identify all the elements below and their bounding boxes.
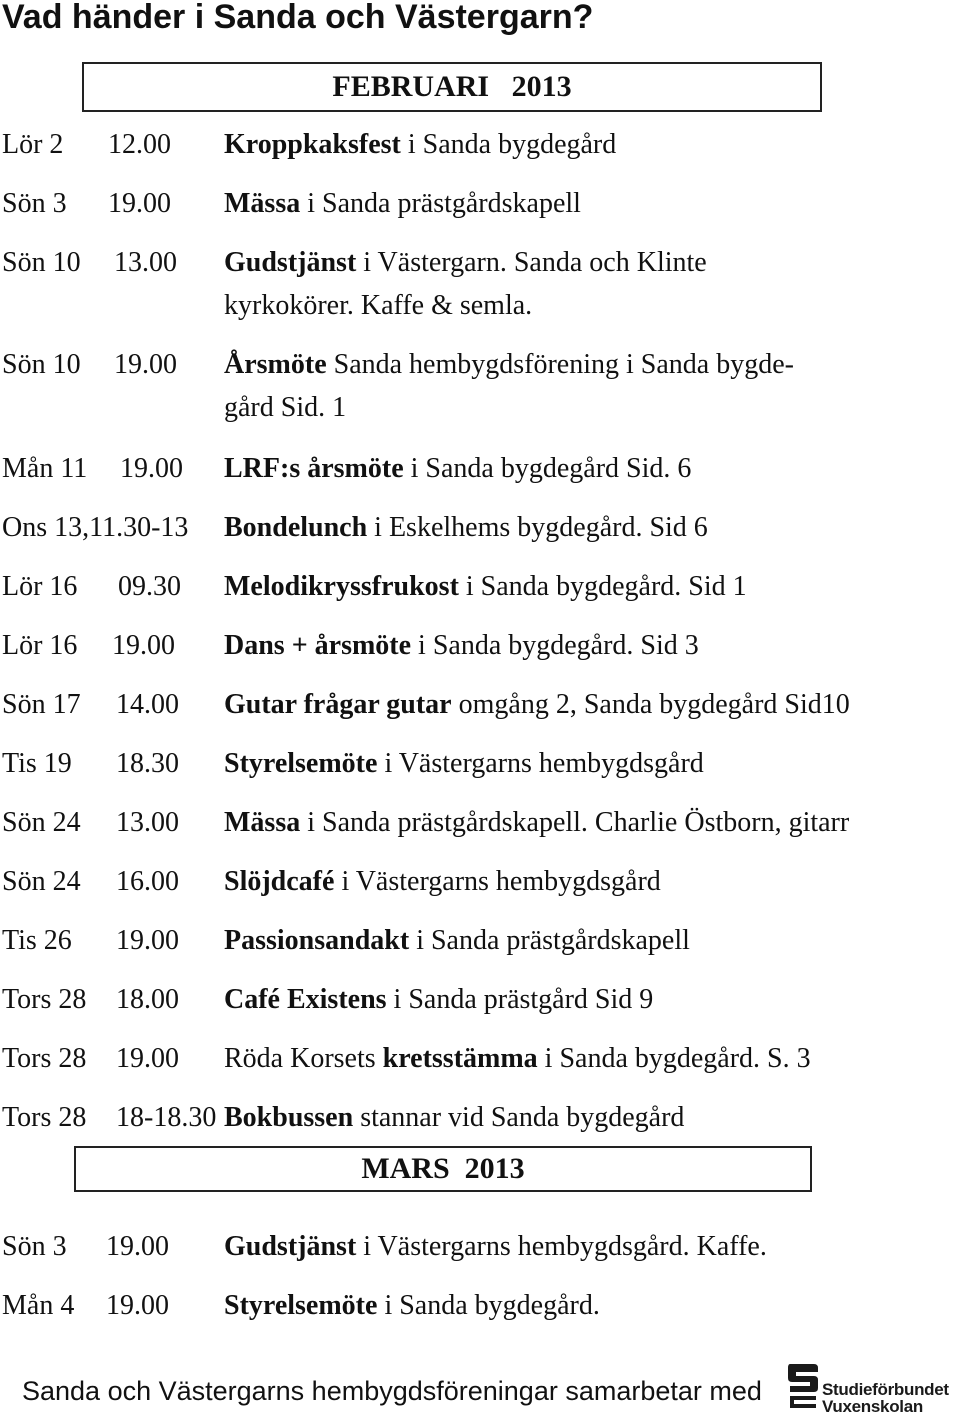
event-day: Lör 16 xyxy=(2,571,78,602)
event-details: stannar vid Sanda bygdegård xyxy=(353,1102,685,1133)
event-name: Gutar frågar gutar xyxy=(224,689,452,720)
event-details-continued: gård Sid. 1 xyxy=(224,392,347,423)
event-row xyxy=(0,348,960,382)
event-time: 19.00 xyxy=(116,925,179,956)
event-description xyxy=(224,1289,600,1323)
event-day: Tis 26 xyxy=(2,925,72,956)
event-name: Gudstjänst xyxy=(224,247,357,278)
event-day: Mån 4 xyxy=(2,1290,75,1321)
event-time: 19.00 xyxy=(116,1043,179,1074)
event-name: Kroppkaksfest xyxy=(224,129,401,160)
event-description xyxy=(224,747,704,781)
event-name: Styrelsemöte xyxy=(224,748,378,779)
event-details: omgång 2, Sanda bygdegård Sid10 xyxy=(451,689,850,720)
event-day: Tis 19 xyxy=(2,748,72,779)
event-day: Sön 24 xyxy=(2,866,81,897)
event-name: Café Existens xyxy=(224,984,387,1015)
event-description xyxy=(224,187,581,221)
studieforbundet-logo xyxy=(786,1358,960,1414)
event-day: Sön 10 xyxy=(2,349,81,380)
event-description xyxy=(224,629,699,663)
event-time: 18.00 xyxy=(116,984,179,1015)
event-row xyxy=(0,1042,960,1076)
event-row xyxy=(0,924,960,958)
event-name: Bondelunch xyxy=(224,512,368,543)
event-details-continued: kyrkokörer. Kaffe & semla. xyxy=(224,290,533,321)
event-row xyxy=(0,570,960,604)
event-details: i Sanda bygdegård xyxy=(400,129,617,160)
event-description xyxy=(224,452,691,486)
event-time: 12.00 xyxy=(108,129,171,160)
footer-text: Sanda och Västergarns hembygdsföreningar samarbetar med xyxy=(22,1376,762,1406)
event-description xyxy=(224,1042,811,1076)
event-row xyxy=(0,246,960,280)
event-row xyxy=(0,511,960,545)
event-day: Tors 28 xyxy=(2,1102,87,1133)
event-name: Mässa xyxy=(224,188,301,219)
event-time: 19.00 xyxy=(106,1231,169,1262)
event-row xyxy=(0,629,960,663)
event-description xyxy=(224,865,661,899)
month-header-februari xyxy=(82,62,822,112)
event-name: Dans + årsmöte xyxy=(224,630,412,661)
event-time: 19.00 xyxy=(114,349,177,380)
event-name: kretsstämma xyxy=(382,1043,538,1074)
event-day: Mån 11 xyxy=(2,453,88,484)
event-day: Tors 28 xyxy=(2,1043,87,1074)
event-day: Tors 28 xyxy=(2,984,87,1015)
month-header-mars xyxy=(74,1146,812,1192)
page-title: Vad händer i Sanda och Västergarn? xyxy=(2,0,594,36)
event-name: Styrelsemöte xyxy=(224,1290,378,1321)
event-day: Sön 24 xyxy=(2,807,81,838)
event-row xyxy=(0,688,960,722)
event-details: i Sanda bygdegård. xyxy=(377,1290,600,1321)
event-time: 18.30 xyxy=(116,748,179,779)
event-name: Passionsandakt xyxy=(224,925,410,956)
event-name: Slöjdcafé xyxy=(224,866,335,897)
event-row xyxy=(0,865,960,899)
event-row xyxy=(0,747,960,781)
event-description xyxy=(224,924,690,958)
event-day: Sön 3 xyxy=(2,1231,67,1262)
event-time: 13.00 xyxy=(114,247,177,278)
event-details: i Sanda prästgård Sid 9 xyxy=(386,984,654,1015)
event-time: 18-18.30 xyxy=(116,1102,217,1133)
event-name: Årsmöte xyxy=(224,349,327,380)
event-details: i Sanda prästgårdskapell xyxy=(409,925,690,956)
event-row xyxy=(0,1101,960,1135)
event-day: Lör 2 xyxy=(2,129,64,160)
event-time: 19.00 xyxy=(106,1290,169,1321)
event-description xyxy=(224,983,653,1017)
event-details: i Sanda prästgårdskapell. Charlie Östborn, gitarr xyxy=(300,807,850,838)
event-description xyxy=(224,246,707,280)
event-row xyxy=(0,128,960,162)
event-details: i Sanda bygdegård Sid. 6 xyxy=(403,453,692,484)
event-name: Gudstjänst xyxy=(224,1231,357,1262)
event-time: 13.00 xyxy=(116,807,179,838)
event-day: Lör 16 xyxy=(2,630,78,661)
event-name: LRF:s årsmöte xyxy=(224,453,404,484)
event-row xyxy=(0,1230,960,1264)
event-description xyxy=(224,1101,684,1135)
event-row xyxy=(0,806,960,840)
month-label: FEBRUARI 2013 xyxy=(332,70,572,103)
event-details: i Västergarns hembygdsgård xyxy=(377,748,704,779)
logo-line2: Vuxenskolan xyxy=(822,1397,923,1416)
event-day: Sön 17 xyxy=(2,689,81,720)
event-day: Sön 10 xyxy=(2,247,81,278)
event-time: 19.00 xyxy=(108,188,171,219)
logo-line1: Studieförbundet xyxy=(822,1380,949,1399)
event-description xyxy=(224,511,708,545)
event-details: i Eskelhems bygdegård. Sid 6 xyxy=(367,512,708,543)
studieforbundet-logo-icon xyxy=(786,1360,820,1412)
event-day: Sön 3 xyxy=(2,188,67,219)
event-time: 09.30 xyxy=(118,571,181,602)
month-label: MARS 2013 xyxy=(361,1152,525,1185)
event-description xyxy=(224,806,849,840)
event-details: i Sanda bygdegård. Sid 3 xyxy=(411,630,699,661)
event-time: 14.00 xyxy=(116,689,179,720)
event-row xyxy=(0,983,960,1017)
event-time: 19.00 xyxy=(112,630,175,661)
event-description xyxy=(224,128,616,162)
event-name: Melodikryssfrukost xyxy=(224,571,459,602)
event-details: i Sanda prästgårdskapell xyxy=(300,188,581,219)
event-details: i Västergarn. Sanda och Klinte xyxy=(356,247,707,278)
event-time: 16.00 xyxy=(116,866,179,897)
event-time: 19.00 xyxy=(120,453,183,484)
event-day: Ons 13,11.30-13 xyxy=(2,512,189,543)
event-prefix: Röda Korsets xyxy=(224,1043,383,1074)
event-description xyxy=(224,348,794,382)
event-row xyxy=(0,452,960,486)
event-details: i Västergarns hembygdsgård xyxy=(334,866,661,897)
event-details: i Sanda bygdegård. Sid 1 xyxy=(458,571,747,602)
event-details: i Västergarns hembygdsgård. Kaffe. xyxy=(356,1231,767,1262)
event-name: Mässa xyxy=(224,807,301,838)
event-row xyxy=(0,187,960,221)
event-row xyxy=(0,1289,960,1323)
event-description xyxy=(224,688,850,722)
event-description xyxy=(224,1230,767,1264)
event-details: i Sanda bygdegård. S. 3 xyxy=(537,1043,811,1074)
event-description xyxy=(224,570,747,604)
event-details: Sanda hembygdsförening i Sanda bygde- xyxy=(326,349,794,380)
event-name: Bokbussen xyxy=(224,1102,354,1133)
